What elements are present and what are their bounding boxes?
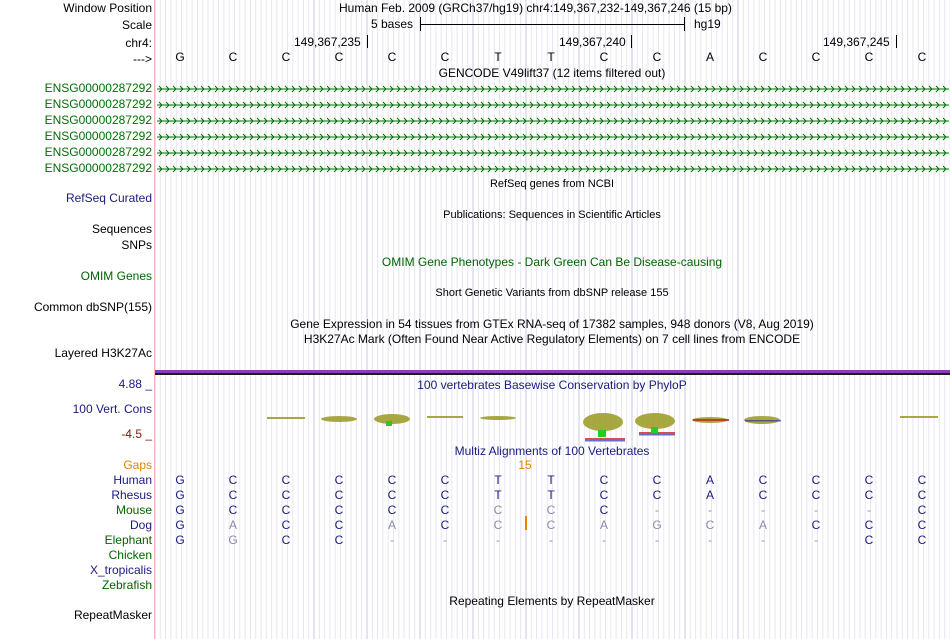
chrom-label: chr4: [125,36,152,50]
aligned-base: - [390,533,394,547]
aligned-base: G [175,518,185,532]
scale-bar-left-end [420,17,421,31]
cons-min-label: -4.5 _ [121,427,152,441]
aligned-base: C [281,488,291,502]
aligned-base: C [546,503,556,517]
aligned-base: C [705,518,715,532]
gaps-label: Gaps [123,458,152,472]
coord-tick-1 [367,35,368,48]
phylop-track-title[interactable]: 100 vertebrates Basewise Conservation by PhyloP [417,378,687,392]
gaps-count: 15 [518,458,532,472]
sequence-base: T [547,50,555,64]
scale-bar-text: 5 bases [371,17,414,31]
aligned-base: C [493,518,503,532]
sequence-base: C [864,50,874,64]
strand-arrow-label: ---> [133,52,152,66]
aligned-base: G [175,503,185,517]
dbsnp-label[interactable]: Common dbSNP(155) [33,300,152,314]
refseq-curated-label[interactable]: RefSeq Curated [65,191,152,205]
gencode-item-label[interactable]: ENSG00000287292 [44,81,152,95]
multiz-track-title[interactable]: Multiz Alignments of 100 Vertebrates [454,444,650,458]
h3k27ac-track-title[interactable]: H3K27Ac Mark (Often Found Near Active Regulatory Elements) on 7 cell lines from ENCODE [303,332,801,346]
aligned-base: T [494,473,502,487]
species-label-elephant[interactable]: Elephant [104,533,152,547]
aligned-base: - [655,503,659,517]
aligned-base: C [334,518,344,532]
aligned-base: G [175,488,185,502]
aligned-base: - [708,533,712,547]
gencode-item-label[interactable]: ENSG00000287292 [44,113,152,127]
aligned-base: T [547,473,555,487]
aligned-base: C [917,518,927,532]
aligned-base: C [864,533,874,547]
sequence-base: C [599,50,609,64]
aligned-base: C [440,518,450,532]
aligned-base: - [708,503,712,517]
aligned-base: G [175,473,185,487]
gap-marker [525,516,527,530]
gencode-item-label[interactable]: ENSG00000287292 [44,129,152,143]
aligned-base: C [440,488,450,502]
aligned-base: C [917,488,927,502]
sequence-base: G [175,50,185,64]
aligned-base: - [549,533,553,547]
gencode-gene-feature[interactable] [157,101,949,109]
omim-genes-label[interactable]: OMIM Genes [80,269,152,283]
aligned-base: - [867,503,871,517]
omim-track-title[interactable]: OMIM Gene Phenotypes - Dark Green Can Be Disease-causing [381,255,723,269]
aligned-base: C [758,488,768,502]
gencode-item-label[interactable]: ENSG00000287292 [44,145,152,159]
aligned-base: - [496,533,500,547]
aligned-base: C [281,518,291,532]
dbsnp-track-title[interactable]: Short Genetic Variants from dbSNP release 155 [435,287,669,299]
repeatmasker-label[interactable]: RepeatMasker [73,608,152,622]
species-label-x_tropicalis[interactable]: X_tropicalis [89,563,152,577]
scale-bar-right-end [684,17,685,31]
species-label-mouse[interactable]: Mouse [115,503,152,517]
track-left-border [154,0,155,639]
aligned-base: G [652,518,662,532]
aligned-base: C [228,488,238,502]
sequences-label[interactable]: Sequences [91,222,152,236]
aligned-base: C [228,473,238,487]
gtex-track-title[interactable]: Gene Expression in 54 tissues from GTEx RNA-seq of 17382 samples, 948 donors (V8, Aug 2019) [290,317,814,331]
gencode-item-label[interactable]: ENSG00000287292 [44,97,152,111]
aligned-base: A [387,518,396,532]
sequence-base: C [758,50,768,64]
h3k27ac-label[interactable]: Layered H3K27Ac [54,346,152,360]
sequence-base: C [917,50,927,64]
aligned-base: C [917,533,927,547]
aligned-base: A [705,488,714,502]
aligned-base: A [228,518,237,532]
aligned-base: C [281,533,291,547]
aligned-base: C [281,473,291,487]
scale-bar [420,24,685,25]
coord-label-2: 149,367,240 [559,35,626,49]
sequence-base: T [494,50,502,64]
gencode-gene-feature[interactable] [157,133,949,141]
aligned-base: C [228,503,238,517]
aligned-base: G [228,533,238,547]
species-label-chicken[interactable]: Chicken [108,548,152,562]
assembly-position-text: Human Feb. 2009 (GRCh37/hg19) chr4:149,367,232-149,367,246 (15 bp) [339,1,732,15]
species-label-zebrafish[interactable]: Zebrafish [101,578,152,592]
aligned-base: - [761,503,765,517]
aligned-base: A [599,518,608,532]
sequence-base: C [387,50,397,64]
aligned-base: C [599,503,609,517]
sequence-base: C [652,50,662,64]
aligned-base: - [655,533,659,547]
sequence-base: C [228,50,238,64]
sequence-base: C [334,50,344,64]
refseq-track-title[interactable]: RefSeq genes from NCBI [489,178,615,190]
gencode-gene-feature[interactable] [157,149,949,157]
gencode-gene-feature[interactable] [157,165,949,173]
aligned-base: C [334,533,344,547]
aligned-base: C [334,503,344,517]
h3k27ac-separator-dark [155,373,950,375]
coord-tick-3 [896,35,897,48]
aligned-base: A [758,518,767,532]
aligned-base: C [917,473,927,487]
aligned-base: C [334,473,344,487]
gencode-gene-feature[interactable] [157,117,949,125]
aligned-base: C [334,488,344,502]
species-label-dog[interactable]: Dog [129,518,152,532]
aligned-base: C [387,488,397,502]
publications-track-title[interactable]: Publications: Sequences in Scientific Articles [443,209,661,221]
scale-label: Scale [121,18,152,32]
sequence-base: A [705,50,714,64]
aligned-base: - [761,533,765,547]
sequence-base: C [440,50,450,64]
aligned-base: C [652,488,662,502]
window-position-label: Window Position [63,1,152,15]
snps-label[interactable]: SNPs [121,238,152,252]
sequence-base: C [281,50,291,64]
aligned-base: C [864,473,874,487]
coord-label-3: 149,367,245 [823,35,890,49]
aligned-base: C [493,503,503,517]
aligned-base: C [387,503,397,517]
coord-label-1: 149,367,235 [294,35,361,49]
aligned-base: C [864,488,874,502]
species-label-rhesus[interactable]: Rhesus [111,488,152,502]
aligned-base: C [440,503,450,517]
aligned-base: C [811,518,821,532]
aligned-base: T [494,488,502,502]
db-name-text: hg19 [694,17,721,31]
aligned-base: C [917,503,927,517]
coord-tick-2 [631,35,632,48]
vert-cons-label[interactable]: 100 Vert. Cons [72,402,152,416]
aligned-base: C [281,503,291,517]
aligned-base: - [814,533,818,547]
aligned-base: C [387,473,397,487]
aligned-base: C [652,473,662,487]
aligned-base: C [599,488,609,502]
aligned-base: - [814,503,818,517]
aligned-base: C [599,473,609,487]
cons-max-label: 4.88 _ [118,377,152,391]
aligned-base: C [440,473,450,487]
aligned-base: C [811,473,821,487]
gencode-item-label[interactable]: ENSG00000287292 [44,161,152,175]
repeatmasker-track-title[interactable]: Repeating Elements by RepeatMasker [449,594,655,608]
phylop-logo-graph [155,404,950,444]
sequence-base: C [811,50,821,64]
aligned-base: - [602,533,606,547]
gencode-gene-feature[interactable] [157,85,949,93]
aligned-base: C [546,518,556,532]
aligned-base: - [443,533,447,547]
aligned-base: T [547,488,555,502]
aligned-base: G [175,533,185,547]
species-label-human[interactable]: Human [113,473,152,487]
aligned-base: A [705,473,714,487]
aligned-base: C [864,518,874,532]
aligned-base: C [758,473,768,487]
gencode-track-title[interactable]: GENCODE V49lift37 (12 items filtered out) [438,66,666,80]
aligned-base: C [811,488,821,502]
